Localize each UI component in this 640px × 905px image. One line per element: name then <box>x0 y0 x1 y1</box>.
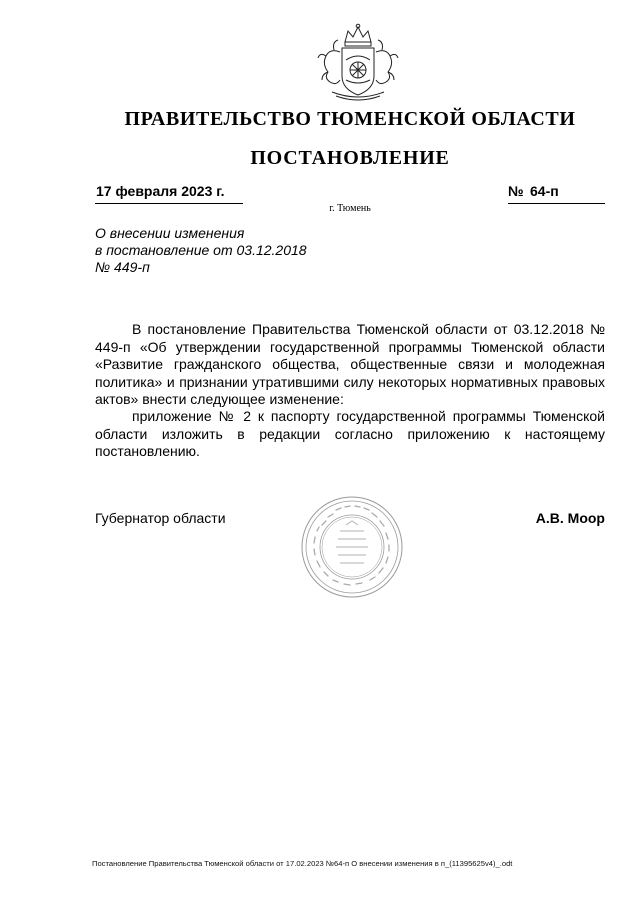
document-city: г. Тюмень <box>329 203 371 214</box>
subject-line: № 449-п <box>95 259 150 275</box>
subject-line: в постановление от 03.12.2018 <box>95 242 307 258</box>
organization-title: ПРАВИТЕЛЬСТВО ТЮМЕНСКОЙ ОБЛАСТИ <box>124 108 576 130</box>
document-date: 17 февраля 2023 г. <box>96 183 225 199</box>
document-subject <box>95 225 395 276</box>
official-seal-icon <box>300 495 404 599</box>
signer-title: Губернатор области <box>95 510 226 526</box>
emblem-icon <box>312 22 404 104</box>
document-number: 64-п <box>530 183 559 199</box>
document-date-field <box>95 183 243 204</box>
footer-file-info: Постановление Правительства Тюменской области от 17.02.2023 №64-п О внесении изменения в п_(11395625v4)_.odt <box>92 859 513 868</box>
body-paragraph: приложение № 2 к паспорту государственной программы Тюменской области изложить в редакции согласно приложению к настоящему постановлению. <box>95 408 605 460</box>
body-paragraph: В постановление Правительства Тюменской области от 03.12.2018 № 449-п «Об утверждении государственной программы Тюменской области «Развитие гражданского общества, общественные связи и молодежная политика» и признании утратившими силу некоторых нормативных правовых актов» внести следующее изменение: <box>95 321 605 408</box>
document-type-heading: ПОСТАНОВЛЕНИЕ <box>250 147 450 169</box>
subject-line: О внесении изменения <box>95 225 245 241</box>
number-sign: № <box>508 183 524 199</box>
document-number-field <box>508 183 605 204</box>
signer-name: А.В. Моор <box>535 510 605 526</box>
